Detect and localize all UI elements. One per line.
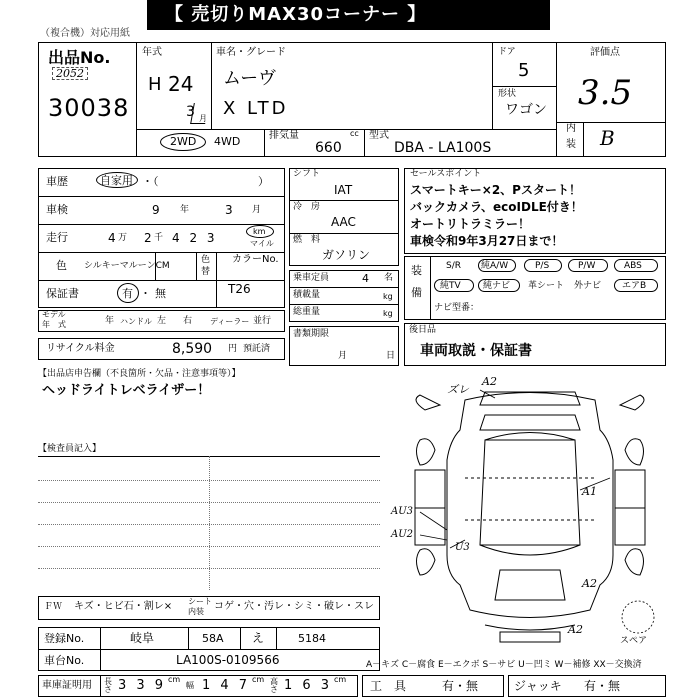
capacity-unit: 名 — [384, 273, 394, 283]
dimensions-width: 1 4 7 — [202, 678, 251, 693]
mileage-sen: 2 — [144, 231, 152, 245]
model-year-handle: ハンドル — [120, 317, 152, 326]
dimensions-length: 3 3 9 — [118, 678, 167, 693]
dimensions-height-label: 高さ — [270, 677, 278, 694]
dimensions-length-label: 長さ — [104, 677, 112, 694]
color-no-label: カラーNo. — [232, 254, 279, 265]
score-value: 3.5 — [578, 73, 633, 113]
equipment-s-r: S/R — [446, 261, 461, 271]
fw-label: ＦＷ — [44, 602, 63, 612]
displacement-value: 660 — [315, 140, 342, 156]
equipment-outer-navi: 外ナビ — [574, 281, 602, 291]
warranty-dot: ・ — [140, 287, 151, 300]
diagram-label-au2: AU2 — [391, 529, 414, 540]
mileage-man: 4 — [108, 231, 116, 245]
car-name: ムーヴ — [223, 68, 277, 89]
mileage-sen-unit: 千 — [154, 233, 164, 243]
diagram-label-a1: A1 — [582, 485, 597, 498]
load-unit: kg — [383, 292, 393, 301]
diagram-label-a2-right: A2 — [582, 577, 597, 590]
registration-number: 5184 — [298, 632, 326, 645]
interior-value: B — [600, 126, 615, 150]
banner-title: 【 売切りMAX30コーナー 】 — [165, 4, 427, 25]
ac-label: 冷 房 — [293, 202, 321, 212]
dimensions-height-unit: cm — [334, 675, 347, 684]
mileage-label: 走行 — [46, 231, 68, 244]
recycle-unit: 円 — [228, 344, 238, 354]
year-era: H — [148, 74, 162, 95]
history-label: 車歴 — [46, 175, 68, 188]
history-extra: ・（ — [142, 175, 159, 188]
fuel-label: 燃 料 — [293, 235, 321, 245]
model-year-parallel: 並行 — [253, 316, 272, 326]
inspection-month-unit: 月 — [252, 205, 262, 215]
sales-point-line-1: スマートキー×2、Pスタート！ — [410, 183, 581, 197]
jack-value: 有・無 — [584, 679, 621, 693]
drive-4wd: 4WD — [214, 135, 241, 148]
equipment-a-w: 純A/W — [481, 261, 509, 271]
diagram-label-u3: U3 — [455, 542, 470, 553]
model-value: DBA - LA100S — [394, 140, 492, 156]
recycle-value: 8,590 — [172, 341, 213, 357]
color-change-2: 替 — [201, 267, 211, 277]
capacity-label: 乗車定員 — [293, 273, 330, 283]
capacity-value: 4 — [362, 272, 369, 285]
fw-sheet-2: 内装 — [188, 607, 204, 616]
equipment-navi: 純ナビ — [483, 281, 511, 291]
equipment-abs: ABS — [624, 261, 642, 271]
seller-notes-label: 【出品店申告欄（不良箇所・欠品・注意事項等）】 — [38, 369, 241, 379]
inspection-month: 3 — [225, 203, 233, 217]
year-value: 24 — [168, 72, 194, 96]
lot-label: 出品No. — [48, 48, 111, 67]
mileage-man-unit: 万 — [118, 233, 128, 243]
color-label: 色 — [56, 259, 67, 272]
shape-label: 形状 — [498, 89, 517, 99]
seller-notes-value: ヘッドライトレベライザー！ — [42, 383, 211, 398]
load-label: 積載量 — [293, 290, 321, 300]
lot-sub: 2052 — [52, 67, 88, 80]
model-label: 型式 — [369, 130, 389, 141]
dimensions-width-label: 幅 — [186, 681, 194, 690]
model-year-dealer: ディーラー — [210, 317, 250, 326]
recycle-note: 預託済 — [243, 344, 271, 354]
after-install-label: 後日品 — [409, 325, 437, 335]
document-date-month: 月 — [338, 351, 348, 361]
color-no-value: T26 — [228, 282, 251, 296]
damage-legend: A－キズ C－腐食 E－エクボ S－サビ U－凹ミ W－補修 XX－交換済 — [366, 660, 642, 670]
equipment-p-w: P/W — [578, 261, 596, 271]
fw-sheet-1: シート — [188, 597, 212, 606]
dimensions-length-unit: cm — [168, 675, 181, 684]
equipment-leather: 革シート — [528, 281, 565, 291]
chassis-label: 車台No. — [44, 654, 85, 667]
warranty-yes: 有 — [122, 287, 133, 300]
sales-point-line-4: 車検令和9年3月27日まで！ — [410, 234, 564, 248]
warranty-label: 保証書 — [46, 287, 79, 300]
inspection-label: 車検 — [46, 203, 68, 216]
history-value: 自家用 — [100, 174, 133, 187]
equipment-tv: 純TV — [440, 281, 461, 291]
sales-point-line-2: バックカメラ、ecoIDLE付き！ — [410, 200, 583, 214]
lot-number: 30038 — [48, 94, 130, 122]
fw-value: キズ・ヒビ石・割レ× — [74, 601, 173, 612]
shape-value: ワゴン — [505, 102, 547, 118]
dimensions-width-unit: cm — [252, 675, 265, 684]
after-install-value: 車両取説・保証書 — [420, 343, 532, 359]
model-year-label-2: 年 式 — [42, 320, 66, 329]
weight-unit: kg — [383, 309, 393, 318]
car-label: 車名・グレード — [216, 47, 286, 58]
registration-kana: え — [252, 631, 265, 645]
year-label: 年式 — [142, 47, 162, 58]
equipment-label-1: 装 — [411, 264, 422, 277]
registration-label: 登録No. — [44, 632, 85, 645]
inspection-year: 9 — [152, 203, 160, 217]
car-grade: X LTD — [223, 98, 289, 119]
warranty-no: 無 — [155, 287, 166, 300]
mileage-unit-km: km — [253, 227, 266, 236]
shift-value: IAT — [334, 183, 353, 197]
history-close: ） — [258, 175, 269, 188]
diagram-label-au3: AU3 — [391, 506, 414, 517]
fw-sheet-value: コゲ・穴・汚レ・シミ・破レ・スレ — [214, 601, 374, 612]
dimensions-height: 1 6 3 — [284, 678, 333, 693]
fuel-value: ガソリン — [322, 248, 371, 262]
shift-label: シフト — [293, 169, 321, 179]
model-year-right: 右 — [183, 316, 193, 326]
year-month: 3 — [186, 104, 195, 120]
year-month-unit: 月 — [199, 114, 207, 123]
diagram-spare: スペア — [620, 636, 648, 646]
registration-place: 岐阜 — [130, 631, 155, 645]
equipment-label-2: 備 — [411, 286, 422, 299]
recycle-label: リサイクル料金 — [46, 343, 115, 354]
inspector-label: 【検査員記入】 — [38, 444, 102, 454]
door-value: 5 — [518, 60, 530, 81]
jack-label: ジャッキ — [514, 679, 562, 693]
equipment-navi-model: ナビ型番： — [434, 303, 480, 313]
equipment-p-s: P/S — [535, 261, 550, 271]
diagram-label-a2-bottom: A2 — [568, 623, 583, 636]
diagram-label-zure: ズレ — [447, 383, 469, 396]
sales-point-line-3: オートリトラミラー！ — [410, 217, 531, 231]
model-year-label-1: モデル — [42, 310, 66, 319]
color-change-1: 色 — [201, 255, 211, 265]
model-year-unit: 年 — [105, 316, 115, 326]
displacement-unit: cc — [350, 129, 359, 138]
color-value: シルキーマルーンCM — [84, 261, 170, 271]
diagram-label-a2-top: A2 — [482, 375, 497, 388]
displacement-label: 排気量 — [269, 130, 299, 141]
mileage-unit-mile: マイル — [250, 239, 274, 248]
sales-points-label: セールスポイント — [410, 169, 482, 179]
car-damage-diagram — [385, 370, 675, 655]
tools-label: 工 具 — [370, 679, 407, 693]
ac-value: AAC — [331, 215, 356, 229]
drive-2wd: 2WD — [170, 135, 197, 148]
equipment-airbag: エアB — [622, 281, 647, 291]
document-date-label: 書類期限 — [293, 329, 330, 339]
door-label: ドア — [498, 47, 516, 57]
mileage-digits: 4 2 3 — [172, 231, 218, 245]
interior-label-2: 装 — [566, 139, 576, 150]
header-note: （複合機）対応用紙 — [40, 28, 130, 39]
inspection-year-unit: 年 — [180, 205, 190, 215]
registration-class: 58A — [202, 632, 224, 645]
document-date-day: 日 — [386, 351, 396, 361]
score-label: 評価点 — [590, 47, 620, 58]
dimensions-label: 車庫証明用 — [42, 680, 92, 691]
chassis-value: LA100S-0109566 — [176, 653, 280, 667]
tools-value: 有・無 — [442, 679, 479, 693]
model-year-left: 左 — [157, 316, 167, 326]
weight-label: 総重量 — [293, 307, 321, 317]
interior-label-1: 内 — [566, 123, 576, 134]
